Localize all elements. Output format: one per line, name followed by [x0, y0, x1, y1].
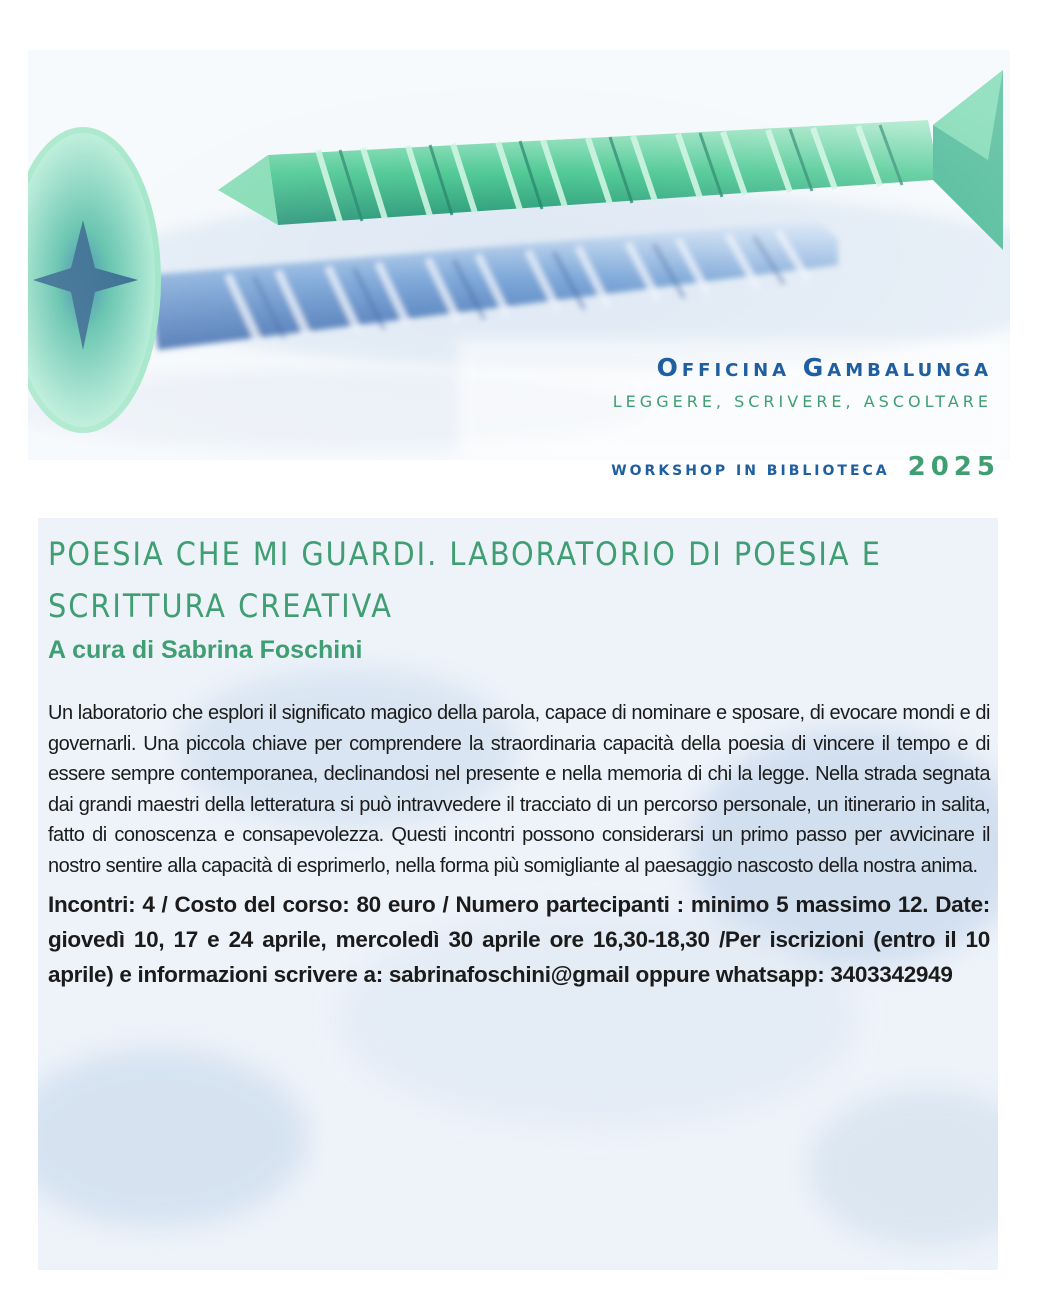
event-title: POESIA CHE MI GUARDI. LABORATORIO DI POESIA E SCRITTURA CREATIVA [48, 535, 882, 625]
brand-subtitle: LEGGERE, SCRIVERE, ASCOLTARE [612, 392, 992, 411]
event-curator: A cura di Sabrina Foschini [48, 636, 363, 664]
workshop-line [611, 452, 1000, 482]
brand-block [613, 352, 992, 414]
workshop-label: WORKSHOP IN BIBLIOTECA [611, 463, 890, 479]
brand-title: Officina Gambalunga [656, 353, 992, 382]
event-description: Un laboratorio che esplori il significato magico della parola, capace di nominare e sposare, di evocare mondi e di governarli. Una piccola chiave per comprendere la straordinaria capacità della poesia di vincere il tempo e di essere sempre contemporanea, declinandosi nel presente e nella memoria di chi la legge. Nella strada segnata dai grandi maestri della letteratura si può intravvedere il tracciato di un percorso personale, un itinerario in salita, fatto di conoscenza e consapevolezza. Questi incontri possono considerarsi un primo passo per avvicinare il nostro sentire alla capacità di esprimerlo, nella forma più somigliante al paesaggio nascosto della nostra anima. [48, 702, 990, 877]
event-content [38, 518, 998, 1270]
event-details: Incontri: 4 / Costo del corso: 80 euro / Numero partecipanti : minimo 5 massimo 12. Date: giovedì 10, 17 e 24 aprile, mercoledì 30 aprile ore 16,30-18,30 /Per iscrizioni (entro il 10 aprile) e informazioni scrivere a: sabrinafoschini@gmail oppure whatsapp: 3403342949 [48, 892, 990, 987]
workshop-year: 2025 [907, 452, 1000, 482]
